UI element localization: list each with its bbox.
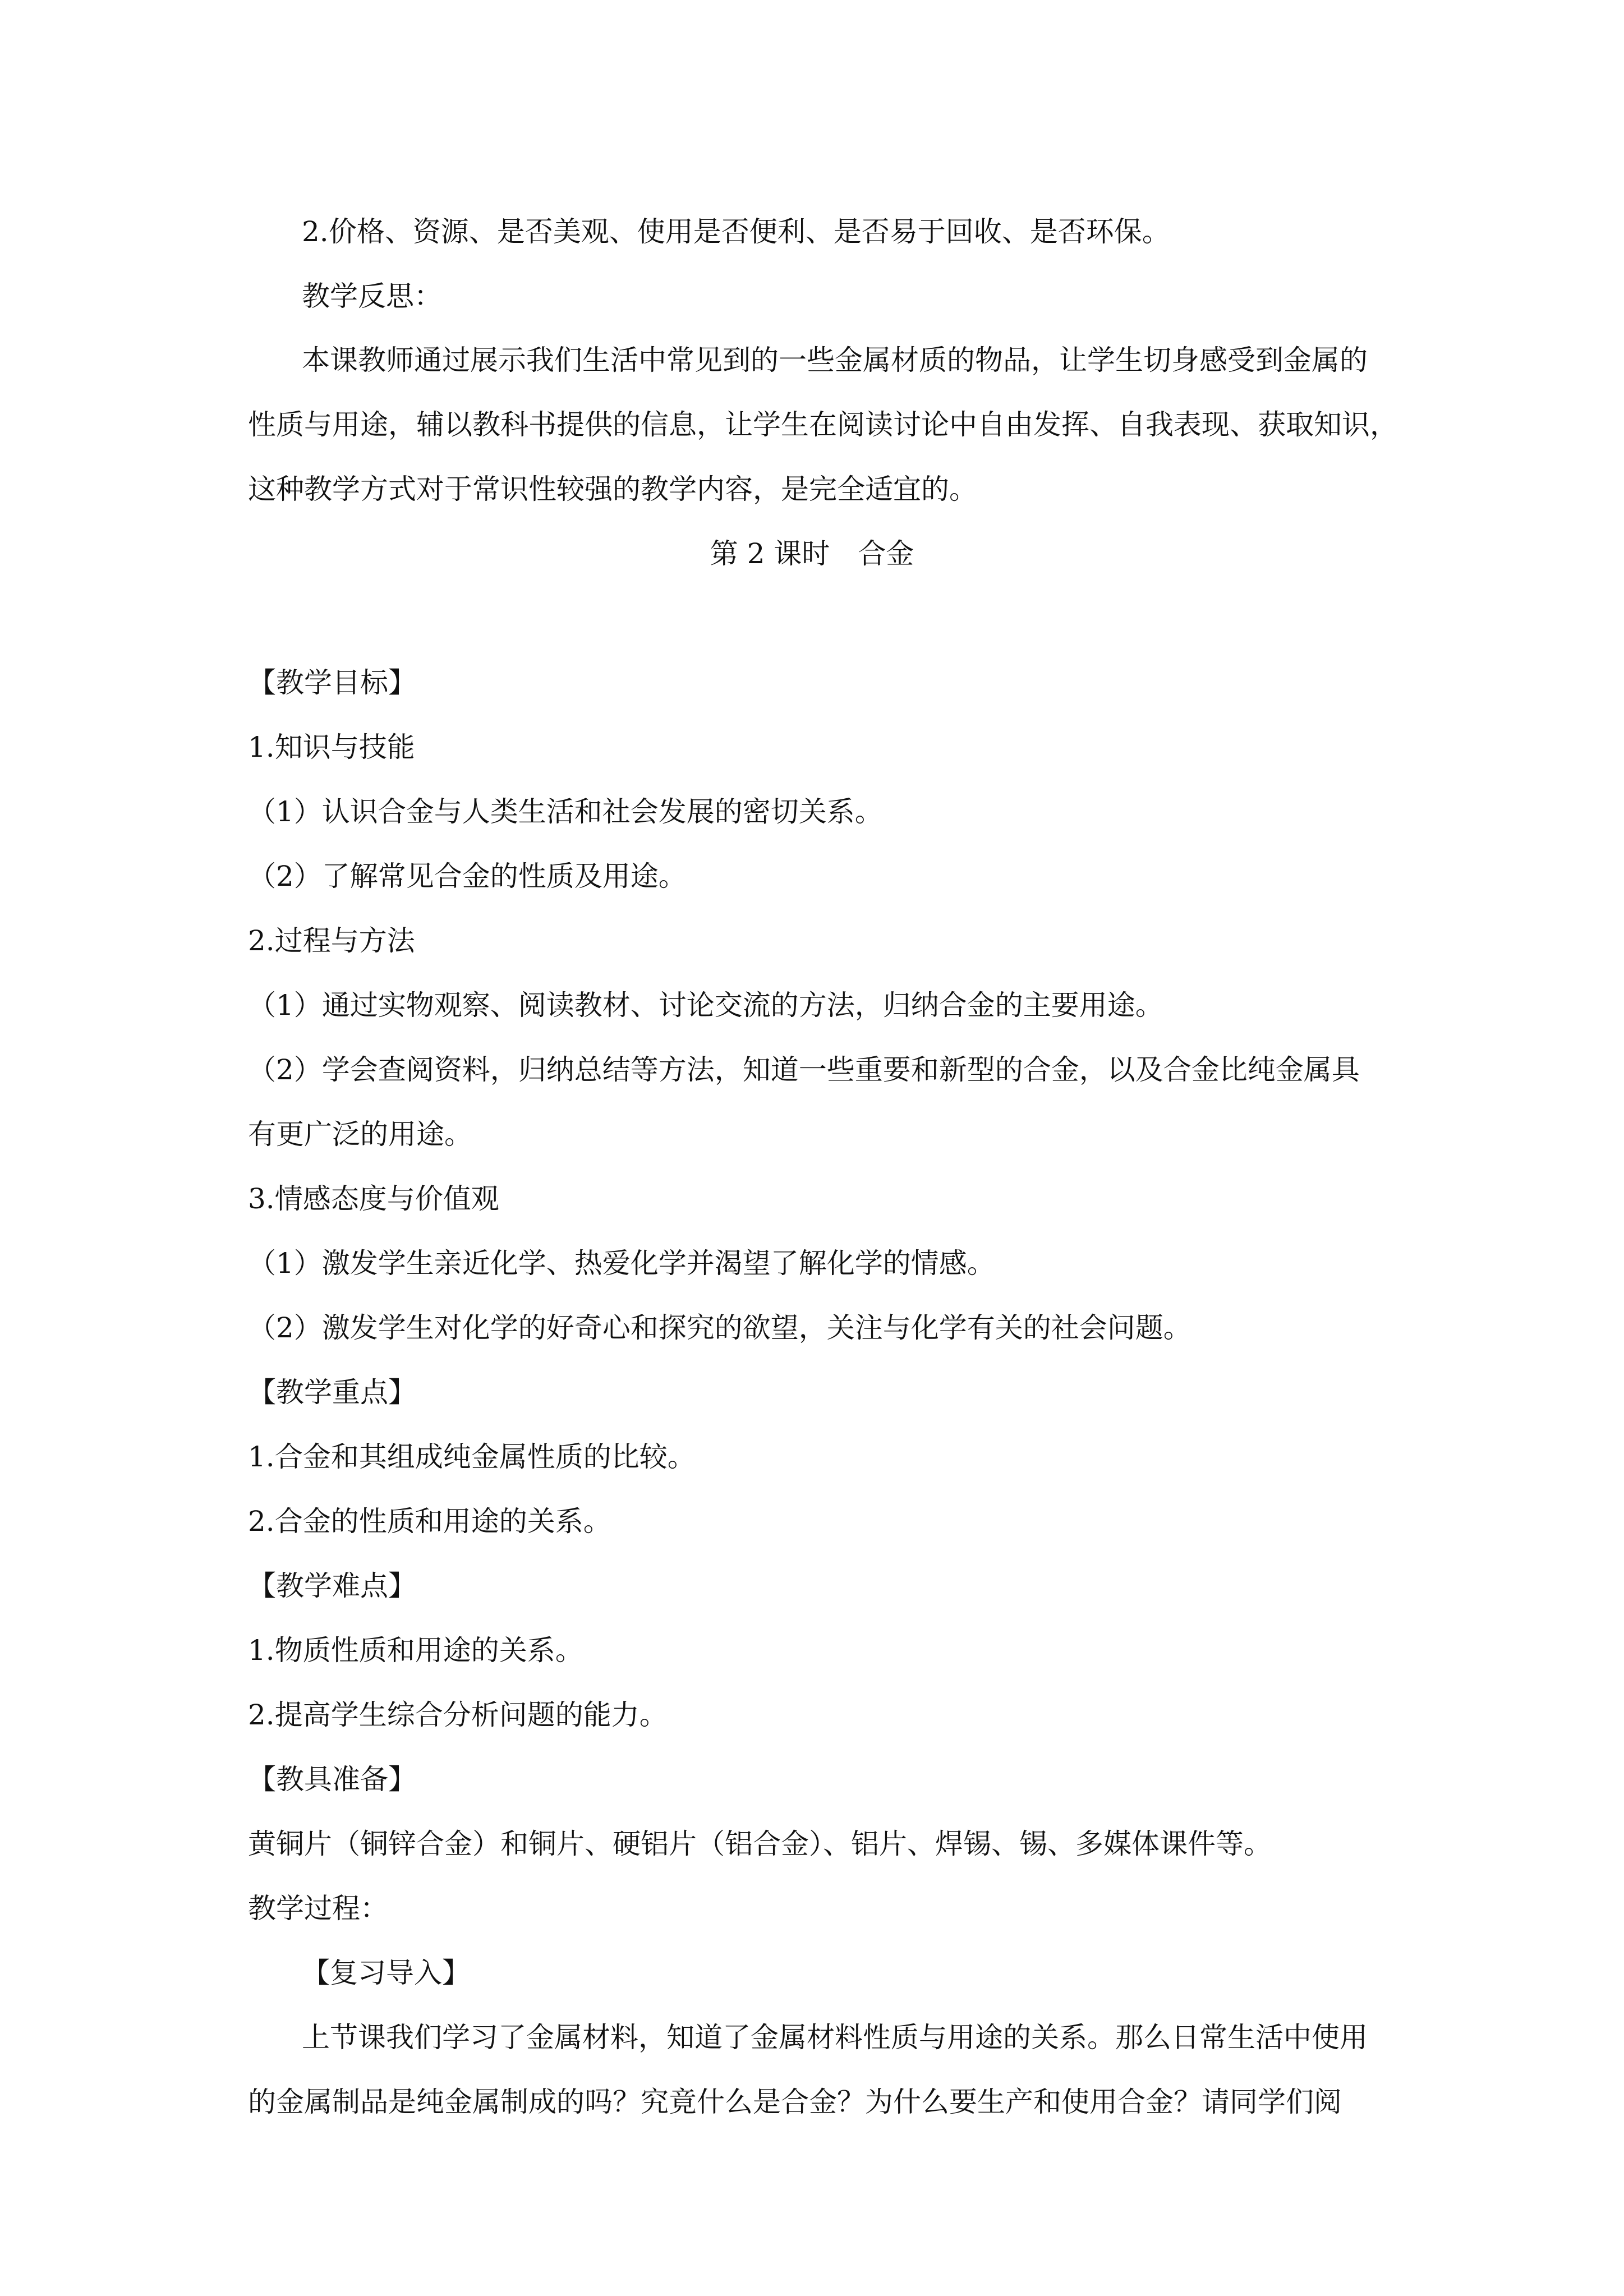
process-item-2-line-1: （2）学会查阅资料，归纳总结等方法，知道一些重要和新型的合金，以及合金比纯金属具 [248, 1053, 1360, 1086]
reflection-paragraph-line-3: 这种教学方式对于常识性较强的教学内容，是完全适宜的。 [248, 473, 977, 505]
review-heading: 【复习导入】 [302, 1957, 470, 1989]
reflection-heading: 教学反思： [302, 280, 442, 312]
key-point-2: 2.合金的性质和用途的关系。 [248, 1505, 611, 1538]
emotion-item-1: （1）激发学生亲近化学、热爱化学并渴望了解化学的情感。 [248, 1247, 995, 1280]
process-item-2-line-2: 有更广泛的用途。 [248, 1118, 472, 1151]
difficulty-2: 2.提高学生综合分析问题的能力。 [248, 1699, 668, 1731]
reflection-paragraph-line-1: 本课教师通过展示我们生活中常见到的一些金属材质的物品，让学生切身感受到金属的 [302, 344, 1368, 376]
difficulties-heading: 【教学难点】 [248, 1570, 416, 1602]
difficulty-1: 1.物质性质和用途的关系。 [248, 1634, 583, 1667]
knowledge-item-2: （2）了解常见合金的性质及用途。 [248, 860, 687, 892]
process-heading: 2.过程与方法 [248, 924, 415, 957]
review-paragraph-line-2: 的金属制品是纯金属制成的吗？究竟什么是合金？为什么要生产和使用合金？请同学们阅 [248, 2086, 1342, 2118]
process-item-1: （1）通过实物观察、阅读教材、讨论交流的方法，归纳合金的主要用途。 [248, 989, 1163, 1022]
reflection-paragraph-line-2: 性质与用途，辅以教科书提供的信息，让学生在阅读讨论中自由发挥、自我表现、获取知识， [248, 408, 1398, 441]
knowledge-heading: 1.知识与技能 [248, 731, 415, 763]
review-paragraph-line-1: 上节课我们学习了金属材料，知道了金属材料性质与用途的关系。那么日常生活中使用 [302, 2021, 1368, 2054]
emotion-heading: 3.情感态度与价值观 [248, 1182, 499, 1215]
emotion-item-2: （2）激发学生对化学的好奇心和探究的欲望，关注与化学有关的社会问题。 [248, 1312, 1191, 1344]
materials-list: 黄铜片（铜锌合金）和铜片、硬铝片（铝合金）、铝片、焊锡、锡、多媒体课件等。 [248, 1828, 1272, 1860]
key-points-heading: 【教学重点】 [248, 1376, 416, 1409]
answer-line-2: 2.价格、资源、是否美观、使用是否便利、是否易于回收、是否环保。 [302, 215, 1170, 248]
lesson-title: 第 2 课时 合金 [710, 537, 914, 570]
objectives-heading: 【教学目标】 [248, 666, 416, 699]
teaching-process-title: 教学过程： [248, 1892, 388, 1925]
materials-heading: 【教具准备】 [248, 1763, 416, 1796]
knowledge-item-1: （1）认识合金与人类生活和社会发展的密切关系。 [248, 795, 883, 828]
key-point-1: 1.合金和其组成纯金属性质的比较。 [248, 1441, 696, 1473]
